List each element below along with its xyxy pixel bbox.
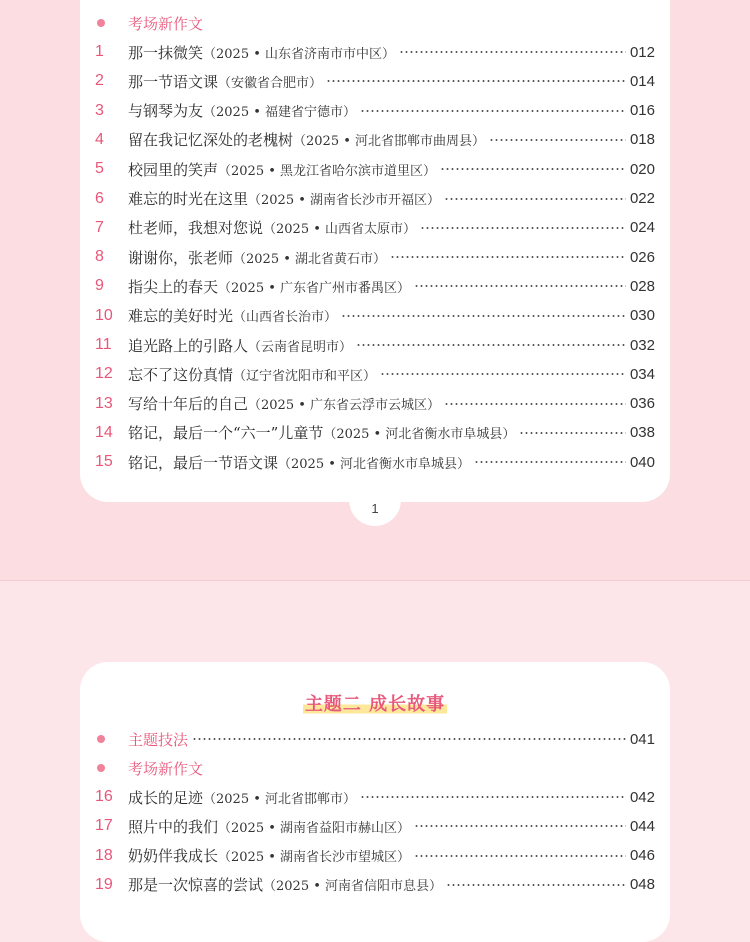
entry-title: 成长的足迹: [128, 788, 204, 807]
entry-page: 044: [629, 817, 655, 835]
entry-page: 036: [629, 395, 655, 413]
entry-page: 030: [629, 307, 655, 325]
leader-dots: [444, 198, 626, 200]
entry-page: 020: [629, 160, 655, 178]
entry-number: 19: [95, 875, 113, 893]
entry-page: 034: [629, 365, 655, 383]
entry-source: （辽宁省沈阳市和平区）: [233, 368, 377, 384]
leader-dots: [341, 315, 626, 317]
entry-number: 6: [95, 189, 104, 207]
entry-title: 追光路上的引路人: [128, 336, 249, 355]
toc-entry[interactable]: [95, 872, 655, 898]
section-header: [95, 755, 655, 781]
entry-number: 17: [95, 817, 113, 835]
leader-dots: [390, 256, 626, 258]
leader-dots: [420, 227, 626, 229]
entry-source: （2025 • 山东省济南市市中区）: [203, 46, 396, 62]
toc-entry[interactable]: [95, 361, 655, 387]
entry-page: 032: [629, 336, 655, 354]
toc-entry[interactable]: [95, 156, 655, 182]
entry-page: 042: [629, 788, 655, 806]
entry-source: （2025 • 湖南省长沙市开福区）: [248, 193, 441, 208]
entry-page: 038: [629, 424, 655, 442]
toc-entry[interactable]: [95, 186, 655, 212]
bullet-icon: [97, 19, 105, 27]
entry-source: （2025 • 湖南省长沙市望城区）: [218, 850, 411, 866]
entry-page: 018: [629, 131, 655, 149]
entry-source: （2025 • 黑龙江省哈尔滨市道里区）: [218, 163, 437, 179]
bullet-icon: [97, 735, 105, 743]
entry-number: 13: [95, 394, 113, 412]
entry-source: （2025 • 河北省邯郸市）: [203, 791, 357, 807]
section-label: 考场新作文: [128, 14, 204, 33]
bullet-icon: [97, 764, 105, 772]
entry-source: （山西省长治市）: [233, 310, 338, 326]
leader-dots: [192, 738, 626, 740]
toc-entry[interactable]: [95, 39, 655, 65]
technique-label: 主题技法: [128, 730, 189, 749]
entry-number: 15: [95, 453, 113, 471]
leader-dots: [380, 373, 626, 375]
toc-entry[interactable]: [95, 843, 655, 869]
toc-entry[interactable]: [95, 813, 655, 839]
section-label: 考场新作文: [128, 759, 204, 778]
leader-dots: [446, 884, 626, 886]
entry-number: 3: [95, 101, 104, 119]
toc-entry[interactable]: [95, 303, 655, 329]
entry-title: 铭记，最后一个“六一”儿童节: [128, 424, 324, 443]
toc-entry[interactable]: [95, 420, 655, 446]
entry-title: 忘不了这份真情: [128, 365, 234, 384]
entry-source: （2025 • 湖南省益阳市赫山区）: [218, 820, 411, 836]
entry-title: 谢谢你，张老师: [128, 248, 234, 267]
leader-dots: [399, 51, 626, 53]
entry-page: 028: [629, 277, 655, 295]
leader-dots: [414, 855, 626, 857]
entry-title: 指尖上的春天: [128, 277, 219, 296]
leader-dots: [356, 344, 626, 346]
entry-number: 2: [95, 72, 104, 90]
entry-page: 022: [629, 190, 655, 207]
entry-title: 与钢琴为友: [128, 102, 204, 121]
entry-page: 026: [629, 248, 655, 266]
entry-source: （2025 • 湖北省黄石市）: [233, 251, 387, 267]
entry-number: 12: [95, 365, 113, 383]
entry-page: 024: [629, 219, 655, 237]
entry-title: 铭记，最后一节语文课: [128, 453, 279, 472]
theme-heading: [80, 690, 670, 720]
toc-entry[interactable]: [95, 244, 655, 270]
leader-dots: [326, 80, 626, 82]
leader-dots: [360, 796, 626, 798]
leader-dots: [360, 110, 626, 112]
toc-entry[interactable]: [95, 273, 655, 299]
entry-title: 留在我记忆深处的老槐树: [128, 131, 294, 150]
toc-entry[interactable]: [95, 215, 655, 241]
entry-number: 14: [95, 423, 113, 441]
toc-entry[interactable]: [95, 98, 655, 124]
leader-dots: [489, 139, 626, 141]
toc-entry[interactable]: [95, 784, 655, 810]
section-header: [95, 10, 655, 36]
entry-title: 那是一次惊喜的尝试: [128, 876, 264, 895]
toc-entry[interactable]: [95, 68, 655, 94]
entry-title: 那一节语文课: [128, 72, 219, 91]
entry-title: 杜老师，我想对您说: [128, 219, 264, 238]
entry-number: 11: [95, 336, 112, 353]
entry-title: 难忘的美好时光: [128, 307, 234, 326]
entry-title: 奶奶伴我成长: [128, 847, 219, 866]
toc-entry[interactable]: [95, 127, 655, 153]
entry-number: 18: [95, 846, 113, 864]
entry-number: 10: [95, 306, 113, 324]
toc-entry[interactable]: [95, 449, 655, 475]
entry-source: （安徽省合肥市）: [218, 75, 323, 91]
entry-source: （2025 • 河北省衡水市阜城县）: [323, 427, 516, 443]
entry-number: 4: [95, 130, 104, 148]
entry-source: （2025 • 广东省广州市番禺区）: [218, 280, 411, 296]
entry-title: 难忘的时光在这里: [128, 190, 249, 208]
leader-dots: [414, 285, 626, 287]
entry-page: 048: [629, 876, 655, 894]
toc-entry[interactable]: [95, 391, 655, 417]
entry-page: 040: [629, 453, 655, 471]
entry-title: 写给十年后的自己: [128, 395, 249, 414]
entry-source: （2025 • 山西省太原市）: [263, 222, 417, 238]
entry-title: 照片中的我们: [128, 817, 219, 836]
entry-page: 046: [629, 847, 655, 865]
leader-dots: [440, 168, 626, 170]
entry-number: 1: [95, 43, 104, 60]
leader-dots: [474, 461, 626, 463]
entry-number: 8: [95, 248, 104, 266]
entry-source: （2025 • 广东省云浮市云城区）: [248, 398, 441, 414]
entry-page: 014: [629, 72, 655, 90]
entry-source: （2025 • 福建省宁德市）: [203, 105, 357, 121]
entry-title: 那一抹微笑: [128, 43, 204, 62]
entry-title: 校园里的笑声: [128, 160, 219, 179]
entry-number: 5: [95, 160, 104, 178]
entry-number: 9: [95, 277, 104, 295]
entry-number: 16: [95, 788, 113, 805]
entry-source: （2025 • 河北省邯郸市曲周县）: [293, 134, 486, 150]
toc-entry-technique[interactable]: [95, 726, 655, 752]
entry-source: （2025 • 河南省信阳市息县）: [263, 879, 443, 895]
entry-page: 012: [629, 43, 655, 61]
toc-entry[interactable]: [95, 332, 655, 358]
page-number: 1: [349, 490, 401, 526]
leader-dots: [414, 825, 626, 827]
entry-source: （2025 • 河北省衡水市阜城县）: [278, 456, 471, 472]
entry-page: 041: [629, 730, 655, 748]
leader-dots: [519, 432, 626, 434]
entry-number: 7: [95, 218, 104, 236]
leader-dots: [444, 403, 626, 405]
entry-source: （云南省昆明市）: [248, 339, 353, 355]
theme-heading-text: 主题二 成长故事: [303, 690, 447, 716]
entry-page: 016: [629, 102, 655, 120]
